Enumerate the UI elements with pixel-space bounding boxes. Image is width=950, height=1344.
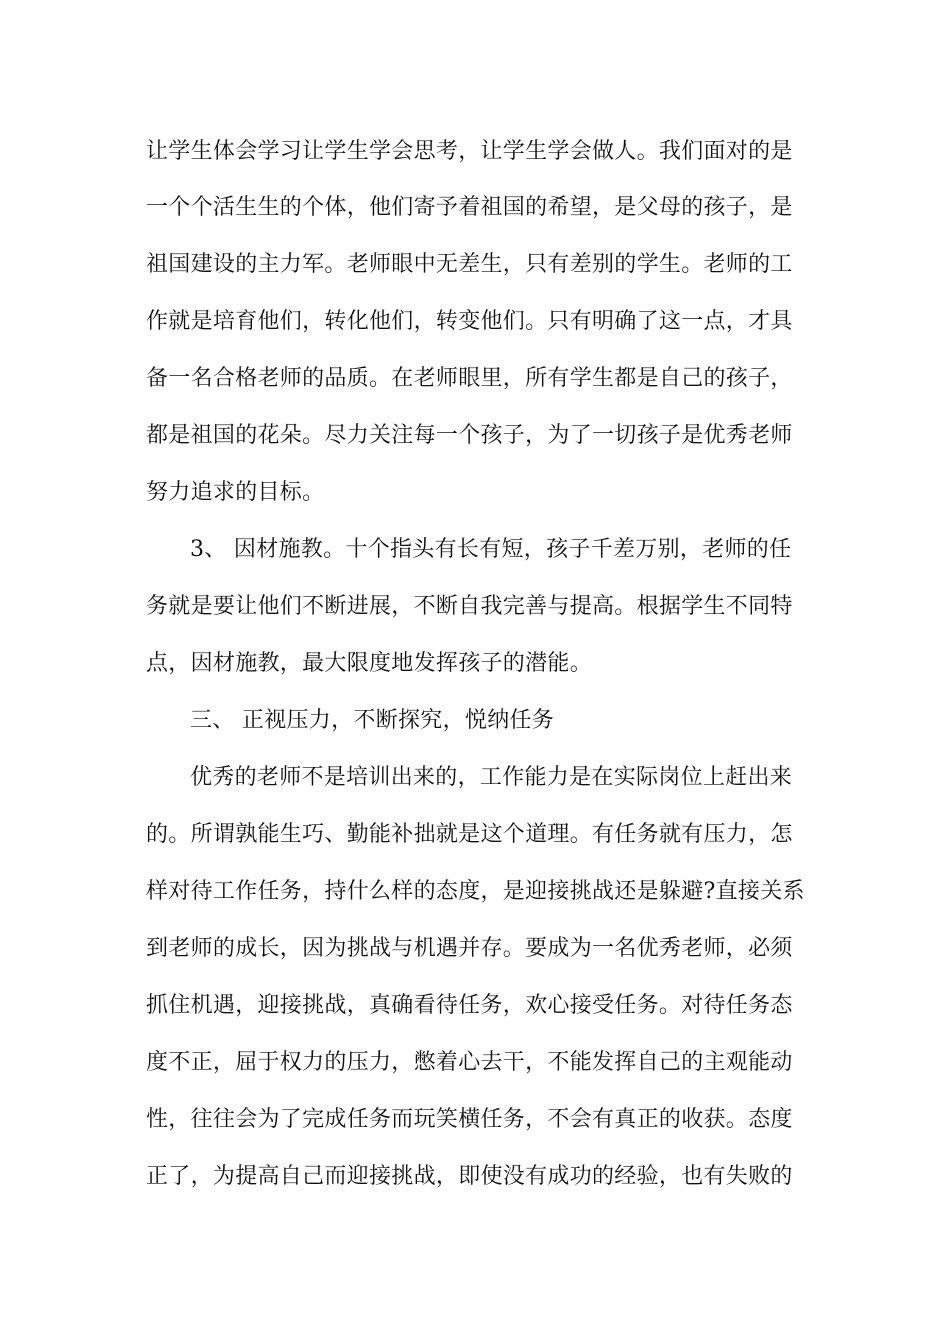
paragraph-line: 优秀的老师不是培训出来的，工作能力是在实际岗位上赶出来 (190, 765, 793, 790)
section-heading: 三、 正视压力，不断探究，悦纳任务 (190, 708, 555, 733)
paragraph-line: 性，往往会为了完成任务而玩笑横任务，不会有真正的收获。态度 (146, 1107, 793, 1132)
paragraph-line: 作就是培育他们，转化他们，转变他们。只有明确了这一点，才具 (146, 309, 793, 334)
paragraph-line: 努力追求的目标。 (146, 480, 325, 505)
paragraph-line: 样对待工作任务，持什么样的态度，是迎接挑战还是躲避?直接关系 (146, 879, 805, 904)
paragraph-line: 点，因材施教，最大限度地发挥孩子的潜能。 (146, 651, 593, 676)
paragraph-line: 备一名合格老师的品质。在老师眼里，所有学生都是自己的孩子， (146, 366, 793, 391)
paragraph-line: 祖国建设的主力军。老师眼中无差生，只有差别的学生。老师的工 (146, 252, 793, 277)
paragraph-line: 都是祖国的花朵。尽力关注每一个孩子，为了一切孩子是优秀老师 (146, 423, 793, 448)
paragraph-line: 抓住机遇，迎接挑战，真确看待任务，欢心接受任务。对待任务态 (146, 993, 793, 1018)
paragraph-line: 正了，为提高自己而迎接挑战，即使没有成功的经验，也有失败的 (146, 1164, 793, 1189)
paragraph-line: 度不正，屈于权力的压力，憋着心去干，不能发挥自己的主观能动 (146, 1050, 793, 1075)
paragraph-line: 的。所谓孰能生巧、勤能补拙就是这个道理。有任务就有压力，怎 (146, 822, 793, 847)
paragraph-line: 务就是要让他们不断进展，不断自我完善与提高。根据学生不同特 (146, 594, 793, 619)
paragraph-line: 一个个活生生的个体，他们寄予着祖国的希望，是父母的孩子，是 (146, 195, 793, 220)
numbered-item-line: 3、 因材施教。十个指头有长有短，孩子千差万别，老师的任 (190, 537, 792, 562)
paragraph-line: 到老师的成长，因为挑战与机遇并存。要成为一名优秀老师，必须 (146, 936, 793, 961)
paragraph-line: 让学生体会学习让学生学会思考，让学生学会做人。我们面对的是 (146, 139, 793, 164)
